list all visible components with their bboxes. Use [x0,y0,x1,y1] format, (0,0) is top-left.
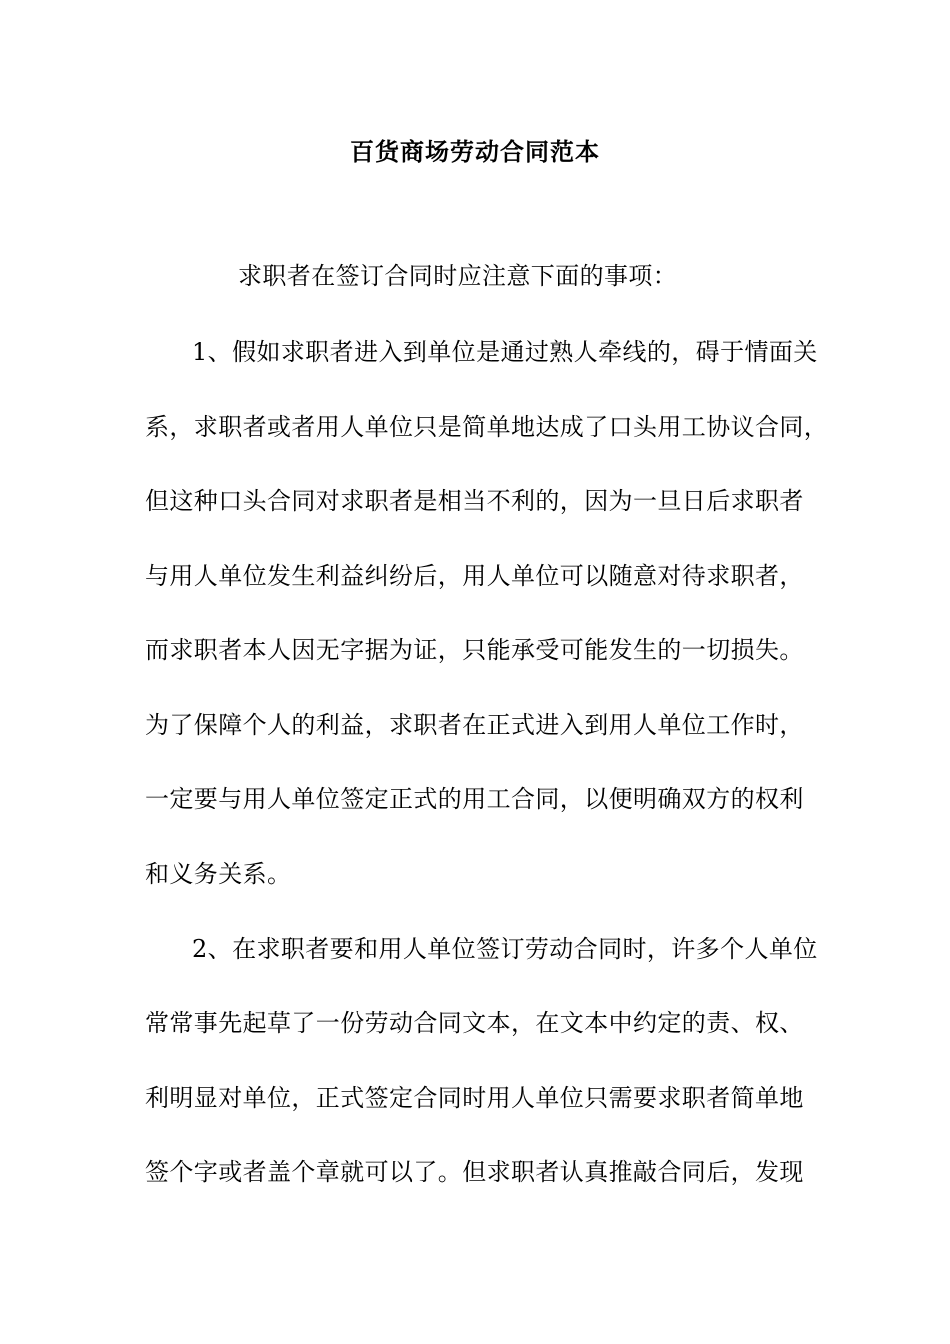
paragraph-2-line-2: 常常事先起草了一份劳动合同文本，在文本中约定的责、权、 [145,1009,804,1037]
paragraph-1-line-1: 1、假如求职者进入到单位是通过熟人牵线的，碍于情面关 [192,338,818,366]
paragraph-1-line-8: 和义务关系。 [145,860,292,888]
intro-line: 求职者在签订合同时应注意下面的事项： [238,262,678,290]
document-title: 百货商场劳动合同范本 [350,137,600,166]
paragraph-1-line-6: 为了保障个人的利益，求职者在正式进入到用人单位工作时， [145,711,804,739]
paragraph-1-line-4: 与用人单位发生利益纠纷后，用人单位可以随意对待求职者， [145,562,804,590]
paragraph-1-line-7: 一定要与用人单位签定正式的用工合同，以便明确双方的权利 [145,785,804,813]
paragraph-2-line-4: 签个字或者盖个章就可以了。但求职者认真推敲合同后，发现 [145,1158,804,1186]
paragraph-1-line-3: 但这种口头合同对求职者是相当不利的，因为一旦日后求职者 [145,487,804,515]
paragraph-2-line-1: 2、在求职者要和用人单位签订劳动合同时，许多个人单位 [192,935,818,963]
paragraph-1-line-5: 而求职者本人因无字据为证，只能承受可能发生的一切损失。 [145,636,804,664]
paragraph-1-line-2: 系，求职者或者用人单位只是简单地达成了口头用工协议合同， [145,413,829,441]
paragraph-2-line-3: 利明显对单位，正式签定合同时用人单位只需要求职者简单地 [145,1084,804,1112]
